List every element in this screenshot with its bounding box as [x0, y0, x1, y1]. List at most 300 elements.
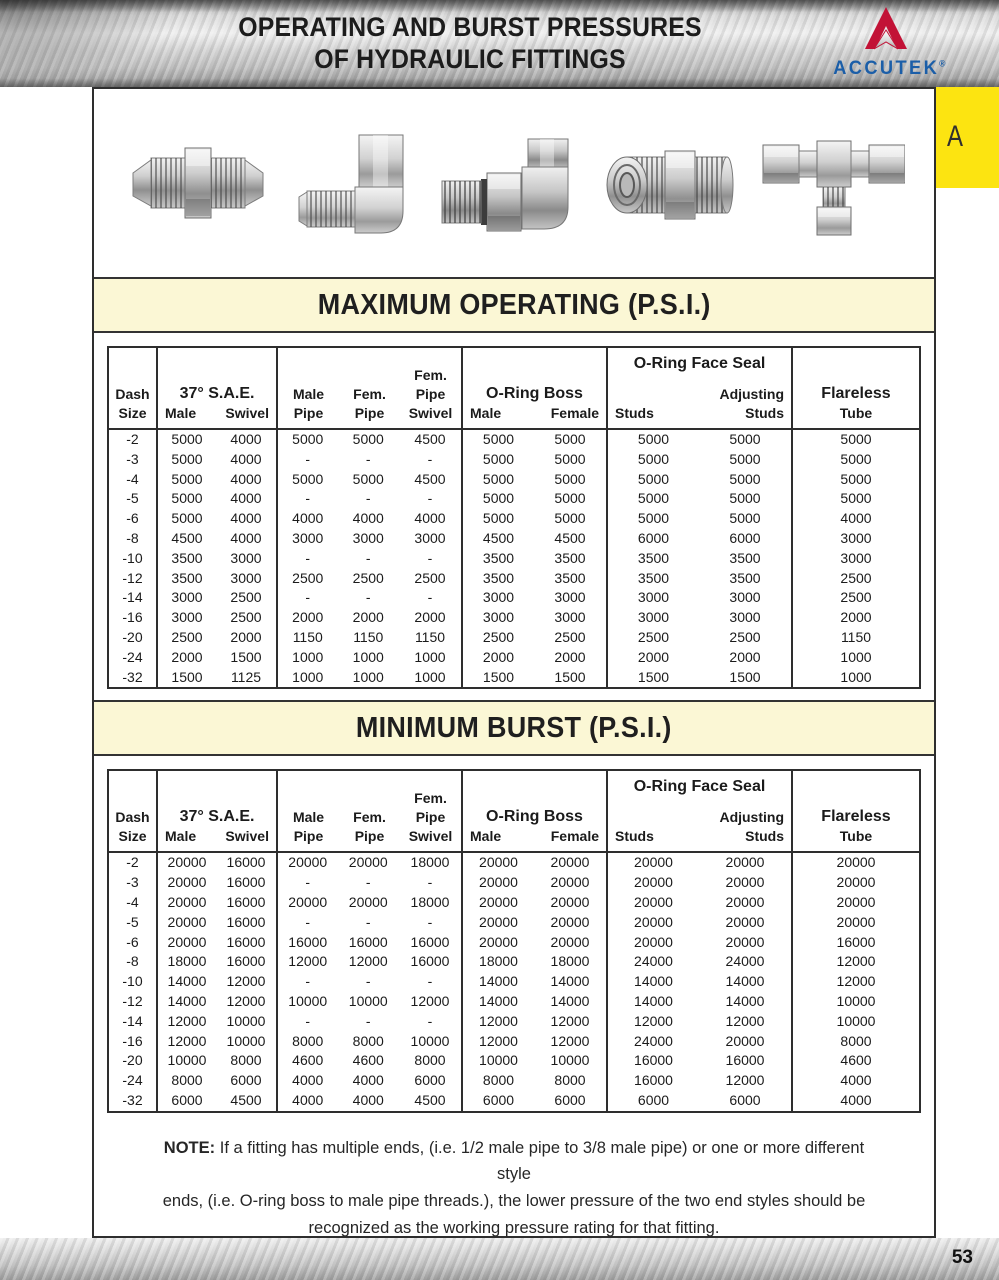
pressure-value-cell: 5000 [554, 510, 586, 527]
pressure-value-cell: - [276, 972, 338, 992]
col-group-pipe [276, 771, 461, 851]
pressure-value-cell: 12000 [461, 1012, 534, 1032]
table-row [109, 893, 919, 913]
pressure-value-cell: 12000 [725, 1072, 765, 1089]
table-row [109, 509, 919, 529]
pressure-value-cell: 14000 [461, 972, 534, 992]
pressure-value-cell: 3000 [461, 588, 534, 608]
pressure-value-cell: 6000 [606, 1091, 699, 1111]
pressure-value-cell: 4000 [352, 1091, 384, 1108]
pressure-value-cell: 16000 [226, 874, 266, 891]
table-row [109, 608, 919, 628]
table-row [109, 853, 919, 873]
pressure-value-cell: 16000 [725, 1052, 765, 1069]
pressure-value-cell: 16000 [410, 953, 450, 970]
pressure-value-cell: - [276, 1012, 338, 1032]
pressure-value-cell: 5000 [461, 430, 534, 450]
pressure-value-cell: 10000 [461, 1051, 534, 1071]
dash-size-cell: -10 [122, 549, 143, 566]
pressure-value-cell: 16000 [348, 933, 388, 950]
pressure-value-cell: 5000 [606, 470, 699, 490]
col-label-adjusting: Adjusting [719, 809, 784, 826]
col-label-tube: Tube [839, 405, 873, 421]
pressure-value-cell: 4000 [276, 1091, 338, 1111]
pressure-value-cell: - [276, 450, 338, 470]
pressure-value-cell: 14000 [461, 992, 534, 1012]
col-group-boss [461, 348, 606, 428]
section-tab-letter: A [947, 120, 964, 153]
pressure-value-cell: 3000 [156, 608, 216, 628]
pressure-value-cell: 16000 [226, 854, 266, 871]
table-row [109, 450, 919, 470]
accutek-triangle-icon [860, 6, 912, 54]
fitting-photo-straight-adapter [599, 133, 735, 233]
pressure-value-cell: 1000 [414, 668, 446, 685]
fitting-photo-flare-union [123, 133, 273, 233]
pressure-value-cell: 2000 [276, 608, 338, 628]
dash-size-cell: -14 [122, 589, 143, 606]
table-row [109, 1051, 919, 1071]
col-label-flareless: Flareless [821, 808, 891, 826]
pressure-value-cell: 20000 [156, 933, 216, 953]
pressure-value-cell: 10000 [348, 992, 388, 1009]
dash-size-cell: -3 [126, 450, 139, 467]
pressure-value-cell: 20000 [725, 854, 765, 871]
pressure-value-cell: 3500 [729, 569, 761, 586]
pressure-value-cell: - [427, 490, 433, 507]
pressure-value-cell: 20000 [725, 933, 765, 950]
pressure-value-cell: 20000 [461, 893, 534, 913]
pressure-value-cell: 4500 [554, 529, 586, 546]
col-label-dash: Dash [115, 386, 150, 402]
pressure-value-cell: 2000 [352, 609, 384, 626]
pressure-value-cell: 20000 [606, 893, 699, 913]
table-row [109, 529, 919, 549]
pressure-value-cell: 4000 [230, 490, 262, 507]
col-label-adjusting-studs: Studs [745, 828, 784, 845]
operating-table-body [109, 430, 919, 687]
pressure-value-cell: 1150 [414, 628, 446, 645]
fittings-photo-strip [94, 89, 934, 277]
pressure-value-cell: 3000 [230, 549, 262, 566]
col-label-sae-male: Male [165, 405, 197, 421]
pressure-value-cell: 2000 [461, 648, 534, 668]
pressure-value-cell: 16000 [226, 913, 266, 930]
dash-size-cell: -24 [122, 1072, 143, 1089]
pressure-value-cell: - [365, 1012, 371, 1029]
pressure-value-cell: 20000 [606, 853, 699, 873]
col-label-size: Size [118, 405, 147, 421]
pressure-value-cell: - [427, 1012, 433, 1029]
pressure-value-cell: 20000 [725, 874, 765, 891]
pressure-value-cell: 1150 [276, 628, 338, 648]
pressure-value-cell: 5000 [156, 470, 216, 490]
note-label: NOTE: [163, 1138, 216, 1157]
pressure-value-cell: - [365, 589, 371, 606]
page-title [74, 12, 865, 75]
pressure-value-cell: 1500 [461, 668, 534, 688]
pressure-value-cell: 5000 [461, 509, 534, 529]
dash-size-cell: -6 [126, 933, 139, 950]
pressure-value-cell: 4500 [461, 529, 534, 549]
pressure-value-cell: 16000 [606, 1071, 699, 1091]
col-group-sae [156, 771, 276, 851]
pressure-value-cell: 5000 [606, 450, 699, 470]
col-group-flareless [791, 771, 919, 851]
pressure-value-cell: - [365, 490, 371, 507]
burst-table-body [109, 853, 919, 1110]
pressure-value-cell: 4000 [791, 1091, 919, 1111]
pressure-value-cell: - [276, 549, 338, 569]
operating-table-header [109, 348, 919, 430]
col-label-sae-male: Male [165, 828, 197, 845]
pressure-value-cell: 20000 [550, 933, 590, 950]
pressure-value-cell: 4600 [352, 1052, 384, 1069]
fitting-photo-pipe-elbow [293, 129, 411, 237]
pressure-value-cell: 5000 [461, 489, 534, 509]
table-row [109, 588, 919, 608]
col-label-boss-male: Male [470, 405, 502, 421]
pressure-value-cell: 1500 [606, 668, 699, 688]
pressure-value-cell: 20000 [725, 893, 765, 910]
pressure-value-cell: 1125 [230, 668, 262, 685]
pressure-value-cell: 20000 [348, 854, 388, 871]
table-row [109, 952, 919, 972]
table-row [109, 430, 919, 450]
pressure-value-cell: 8000 [461, 1071, 534, 1091]
pressure-value-cell: - [276, 873, 338, 893]
pressure-value-cell: 18000 [410, 893, 450, 910]
pressure-value-cell: 20000 [550, 854, 590, 871]
pressure-value-cell: 20000 [550, 893, 590, 910]
pressure-value-cell: 2500 [156, 628, 216, 648]
pressure-value-cell: 8000 [276, 1032, 338, 1052]
pressure-value-cell: 2500 [414, 569, 446, 586]
col-label-boss-female: Female [550, 405, 599, 421]
col-group-label-face-seal: O-Ring Face Seal [633, 355, 766, 372]
pressure-value-cell: 4000 [276, 1071, 338, 1091]
pressure-value-cell: 3000 [352, 529, 384, 546]
fitting-photo-boss-elbow [432, 129, 578, 237]
pressure-value-cell: 2500 [791, 588, 919, 608]
pressure-value-cell: 1000 [352, 668, 384, 685]
pressure-value-cell: 1000 [414, 648, 446, 665]
dash-size-cell: -3 [126, 874, 139, 891]
table-row [109, 648, 919, 668]
pressure-value-cell: - [427, 589, 433, 606]
burst-banner [94, 700, 934, 756]
note-line3: recognized as the working pressure rating for that fitting. [308, 1218, 720, 1237]
dash-size-cell: -24 [122, 648, 143, 665]
pressure-value-cell: 8000 [414, 1052, 446, 1069]
brand-name: ACCUTEK [833, 58, 940, 79]
pressure-value-cell: 3000 [791, 529, 919, 549]
pressure-value-cell: 20000 [461, 873, 534, 893]
pressure-value-cell: 4500 [156, 529, 216, 549]
note-line1: If a fitting has multiple ends, (i.e. 1/2 male pipe to 3/8 male pipe) or one or more different style [219, 1138, 865, 1184]
table-row [109, 1012, 919, 1032]
pressure-value-cell: 12000 [226, 973, 266, 990]
pressure-value-cell: 20000 [606, 873, 699, 893]
pressure-value-cell: 8000 [554, 1072, 586, 1089]
pressure-value-cell: 20000 [606, 913, 699, 933]
col-header-dash-size [109, 348, 156, 428]
pressure-value-cell: 5000 [606, 509, 699, 529]
col-group-label-boss: O-Ring Boss [486, 385, 583, 402]
col-label-sae-swivel: Swivel [225, 405, 269, 421]
pressure-value-cell: 3500 [606, 549, 699, 569]
pressure-value-cell: 20000 [276, 853, 338, 873]
pressure-value-cell: 16000 [410, 933, 450, 950]
pressure-value-cell: 6000 [461, 1091, 534, 1111]
operating-banner-title: MAXIMUM OPERATING (P.S.I.) [317, 288, 711, 321]
pressure-value-cell: 4000 [352, 510, 384, 527]
dash-size-cell: -10 [122, 973, 143, 990]
col-label-adjusting-studs: Studs [745, 405, 784, 421]
table-row [109, 913, 919, 933]
dash-size-cell: -16 [122, 1032, 143, 1049]
pressure-value-cell: 12000 [156, 1032, 216, 1052]
pressure-value-cell: 4000 [276, 509, 338, 529]
pressure-value-cell: 5000 [791, 430, 919, 450]
pressure-value-cell: 16000 [226, 893, 266, 910]
operating-banner [94, 277, 934, 333]
pressure-value-cell: 24000 [606, 952, 699, 972]
pressure-value-cell: 12000 [276, 952, 338, 972]
pressure-value-cell: 6000 [554, 1091, 586, 1108]
pressure-value-cell: 10000 [550, 1052, 590, 1069]
pressure-value-cell: 3500 [554, 549, 586, 566]
page-footer [0, 1238, 999, 1280]
dash-size-cell: -16 [122, 609, 143, 626]
pressure-value-cell: 4500 [230, 1091, 262, 1108]
page-header [0, 0, 999, 87]
pressure-value-cell: 18000 [410, 854, 450, 871]
pressure-value-cell: 1500 [554, 668, 586, 685]
pressure-value-cell: 6000 [606, 529, 699, 549]
pressure-value-cell: 12000 [550, 1012, 590, 1029]
pressure-value-cell: 3000 [156, 588, 216, 608]
col-label-sae-swivel: Swivel [225, 828, 269, 845]
pressure-value-cell: 3000 [729, 589, 761, 606]
pressure-value-cell: 2500 [729, 628, 761, 645]
dash-size-cell: -12 [122, 992, 143, 1009]
pressure-value-cell: 16000 [226, 933, 266, 950]
col-label-fem-pipe-swivel-2: Swivel [408, 405, 453, 421]
page-title-line1: OPERATING AND BURST PRESSURES [238, 12, 702, 42]
pressure-value-cell: 20000 [791, 873, 919, 893]
pressure-value-cell: 18000 [461, 952, 534, 972]
dash-size-cell: -5 [126, 490, 139, 507]
pressure-value-cell: 3500 [461, 549, 534, 569]
pressure-value-cell: 5000 [791, 450, 919, 470]
pressure-value-cell: 20000 [791, 913, 919, 933]
pressure-value-cell: 3500 [156, 569, 216, 589]
pressure-value-cell: 4000 [230, 431, 262, 447]
pressure-value-cell: 20000 [461, 933, 534, 953]
pressure-value-cell: - [427, 874, 433, 891]
pressure-value-cell: - [365, 450, 371, 467]
pressure-value-cell: 4000 [230, 450, 262, 467]
pressure-value-cell: 4000 [414, 510, 446, 527]
pressure-value-cell: 1000 [352, 648, 384, 665]
accutek-logo [831, 6, 946, 79]
pressure-value-cell: 20000 [348, 893, 388, 910]
pressure-value-cell: 24000 [606, 1032, 699, 1052]
pressure-value-cell: 2500 [606, 628, 699, 648]
pressure-value-cell: 10000 [276, 992, 338, 1012]
col-group-boss [461, 771, 606, 851]
pressure-value-cell: 4000 [230, 510, 262, 527]
note-line2: ends, (i.e. O-ring boss to male pipe threads.), the lower pressure of the two end styles should be [162, 1192, 866, 1211]
pressure-value-cell: 20000 [791, 893, 919, 913]
pressure-value-cell: 5000 [606, 489, 699, 509]
dash-size-cell: -32 [122, 1091, 143, 1108]
pressure-value-cell: 4000 [230, 470, 262, 487]
pressure-value-cell: - [365, 874, 371, 891]
dash-size-cell: -4 [126, 470, 139, 487]
dash-size-cell: -8 [126, 953, 139, 970]
fitting-photo-tee [755, 127, 905, 239]
col-label-male-pipe-1: Male [292, 386, 325, 402]
pressure-value-cell: 2500 [230, 609, 262, 626]
pressure-value-cell: - [427, 973, 433, 990]
pressure-value-cell: - [276, 588, 338, 608]
pressure-value-cell: 8000 [791, 1032, 919, 1052]
pressure-value-cell: 2500 [791, 569, 919, 589]
pressure-value-cell: 5000 [554, 470, 586, 487]
pressure-value-cell: - [427, 913, 433, 930]
table-row [109, 933, 919, 953]
burst-banner-title: MINIMUM BURST (P.S.I.) [356, 711, 672, 744]
pressure-value-cell: 5000 [729, 490, 761, 507]
pressure-value-cell: 5000 [276, 470, 338, 490]
pressure-value-cell: 20000 [550, 913, 590, 930]
col-label-male-pipe-2: Pipe [293, 405, 324, 421]
table-row [109, 972, 919, 992]
pressure-value-cell: 12000 [791, 952, 919, 972]
section-tab-a [936, 87, 999, 188]
pressure-value-cell: 10000 [226, 1032, 266, 1049]
dash-size-cell: -6 [126, 510, 139, 527]
pressure-value-cell: 1150 [353, 628, 384, 645]
pressure-value-cell: 10000 [791, 992, 919, 1012]
pressure-value-cell: 1500 [230, 648, 262, 665]
pressure-value-cell: 3000 [414, 529, 446, 546]
table-row [109, 549, 919, 569]
pressure-value-cell: - [365, 549, 371, 566]
col-label-fem-pipe-swivel-2: Swivel [408, 828, 453, 845]
pressure-value-cell: 14000 [725, 992, 765, 1009]
pressure-value-cell: 2000 [554, 648, 586, 665]
pressure-value-cell: 5000 [791, 470, 919, 490]
accutek-brand-text [833, 58, 946, 79]
pressure-value-cell: - [427, 549, 433, 566]
pressure-value-cell: 20000 [156, 853, 216, 873]
table-row [109, 628, 919, 648]
pressure-value-cell: 1150 [791, 628, 919, 648]
pressure-value-cell: 3000 [276, 529, 338, 549]
col-label-size: Size [118, 828, 147, 845]
pressure-value-cell: 3000 [791, 549, 919, 569]
pressure-value-cell: 14000 [156, 972, 216, 992]
pressure-value-cell: 3000 [461, 608, 534, 628]
page-title-line2: OF HYDRAULIC FITTINGS [314, 43, 626, 74]
burst-table-header [109, 771, 919, 853]
col-label-fem-pipe-1: Fem. [353, 386, 386, 402]
pressure-value-cell: 4000 [230, 529, 262, 546]
pressure-value-cell: 1000 [791, 668, 919, 688]
pressure-value-cell: 12000 [550, 1032, 590, 1049]
col-label-fem-pipe-swivel-1: Fem. Pipe [414, 790, 447, 826]
pressure-value-cell: 16000 [226, 953, 266, 970]
pressure-value-cell: 5000 [156, 430, 216, 450]
pressure-value-cell: 16000 [791, 933, 919, 953]
pressure-value-cell: 20000 [156, 873, 216, 893]
table-row [109, 1032, 919, 1052]
pressure-value-cell: 2000 [156, 648, 216, 668]
pressure-value-cell: 3000 [606, 608, 699, 628]
pressure-value-cell: 5000 [461, 470, 534, 490]
pressure-value-cell: 5000 [461, 450, 534, 470]
pressure-value-cell: 20000 [606, 933, 699, 953]
pressure-value-cell: 12000 [461, 1032, 534, 1052]
pressure-value-cell: 5000 [156, 489, 216, 509]
table-row [109, 1091, 919, 1111]
pressure-value-cell: 12000 [156, 1012, 216, 1032]
pressure-value-cell: 3000 [230, 569, 262, 586]
pressure-value-cell: 5000 [729, 510, 761, 527]
pressure-value-cell: 2500 [554, 628, 586, 645]
pressure-value-cell: 4500 [414, 1091, 446, 1108]
burst-table [107, 769, 921, 1112]
pressure-value-cell: 2000 [414, 609, 446, 626]
pressure-value-cell: 18000 [550, 953, 590, 970]
pressure-value-cell: 24000 [725, 953, 765, 970]
col-label-male-pipe-2: Pipe [293, 828, 324, 845]
pressure-value-cell: 5000 [729, 450, 761, 467]
col-label-studs: Studs [615, 405, 654, 421]
pressure-value-cell: 1000 [276, 648, 338, 668]
dash-size-cell: -20 [122, 628, 143, 645]
pressure-value-cell: 6000 [729, 529, 761, 546]
pressure-value-cell: 3500 [156, 549, 216, 569]
pressure-value-cell: 3500 [461, 569, 534, 589]
pressure-value-cell: 20000 [725, 913, 765, 930]
pressure-value-cell: 14000 [156, 992, 216, 1012]
pressure-value-cell: 10000 [226, 1012, 266, 1029]
pressure-value-cell: 3000 [554, 609, 586, 626]
pressure-value-cell: 4000 [352, 1072, 384, 1089]
pressure-value-cell: 2500 [461, 628, 534, 648]
pressure-value-cell: 12000 [606, 1012, 699, 1032]
pressure-value-cell: 20000 [791, 853, 919, 873]
pressure-value-cell: 5000 [791, 489, 919, 509]
pressure-value-cell: 3500 [554, 569, 586, 586]
col-label-tube: Tube [839, 828, 873, 845]
col-label-fem-pipe-2: Pipe [354, 828, 385, 845]
pressure-value-cell: 4000 [791, 1071, 919, 1091]
pressure-value-cell: 1500 [156, 668, 216, 688]
dash-size-cell: -4 [126, 893, 139, 910]
pressure-value-cell: 5000 [352, 431, 384, 447]
pressure-value-cell: 5000 [554, 431, 586, 447]
table-row [109, 992, 919, 1012]
pressure-value-cell: - [365, 973, 371, 990]
pressure-value-cell: - [365, 913, 371, 930]
pressure-value-cell: 12000 [725, 1012, 765, 1029]
pressure-value-cell: 3500 [606, 569, 699, 589]
